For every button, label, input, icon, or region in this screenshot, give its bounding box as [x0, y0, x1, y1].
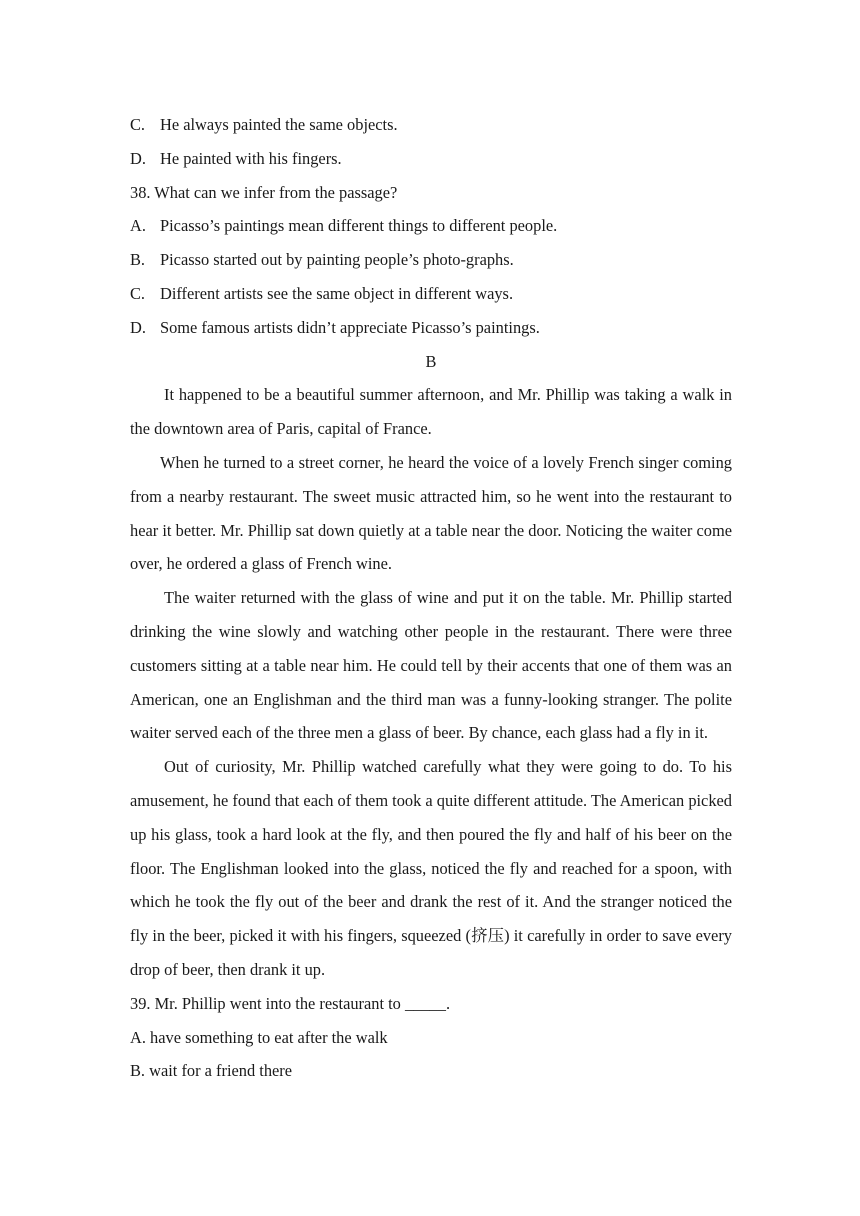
q39-option-b: B. wait for a friend there: [130, 1061, 293, 1081]
q38-option-b: [130, 243, 732, 277]
passage-paragraph-3: The waiter returned with the glass of wine and put it on the table. Mr. Phillip started drinking the wine slowly and watching other people in the restaurant. There were three customers sitting at a table near him. He could tell by their accents that one of them was an American, one an Englishman and the third man was a funny-looking stranger. The polite waiter served each of the three men a glass of beer. By chance, each glass had a fly in it.: [130, 588, 732, 743]
q38-option-d: [130, 311, 732, 345]
q37-option-c: [130, 108, 732, 142]
q38-option-a: [130, 209, 732, 243]
option-letter: D.: [130, 148, 146, 168]
option-text: Some famous artists didn’t appreciate Picasso’s paintings.: [160, 317, 540, 337]
q37-option-d: [130, 142, 732, 176]
section-title: B: [425, 351, 437, 371]
q39-question: 39. Mr. Phillip went into the restaurant to _____.: [130, 993, 451, 1013]
option-letter: B.: [130, 250, 146, 270]
option-text: Picasso’s paintings mean different things to different people.: [160, 216, 558, 236]
q38-question: 38. What can we infer from the passage?: [130, 182, 398, 202]
q39-option-a: A. have something to eat after the walk: [130, 1027, 388, 1047]
option-letter: D.: [130, 317, 146, 337]
option-letter: C.: [130, 283, 146, 303]
option-text: Different artists see the same object in different ways.: [160, 283, 514, 303]
passage-paragraph-4: Out of curiosity, Mr. Phillip watched carefully what they were going to do. To his amusement, he found that each of them took a quite different attitude. The American picked up his glass, took a hard look at the fly, and then poured the fly and half of his beer on the floor. The Englishman looked into the glass, noticed the fly and reached for a spoon, with which he took the fly out of the beer and drank the rest of it. And the stranger noticed the fly in the beer, picked it with his fingers, squeezed (挤压) it carefully in order to save every drop of beer, then drank it up.: [130, 757, 733, 979]
passage-paragraph-2: When he turned to a street corner, he heard the voice of a lovely French singer coming from a nearby restaurant. The sweet music attracted him, so he went into the restaurant to hear it better. Mr. Phillip sat down quietly at a table near the door. Noticing the waiter come over, he ordered a glass of French wine.: [130, 452, 732, 574]
q38-option-c: [130, 277, 732, 311]
option-text: He painted with his fingers.: [160, 148, 342, 168]
page-content: [130, 108, 732, 1088]
option-letter: C.: [130, 115, 146, 134]
passage-paragraph-1: It happened to be a beautiful summer afternoon, and Mr. Phillip was taking a walk in the downtown area of Paris, capital of France.: [130, 385, 732, 439]
option-text: Picasso started out by painting people’s photo-graphs.: [160, 250, 514, 270]
option-letter: A.: [130, 216, 146, 236]
option-text: He always painted the same objects.: [160, 115, 398, 134]
